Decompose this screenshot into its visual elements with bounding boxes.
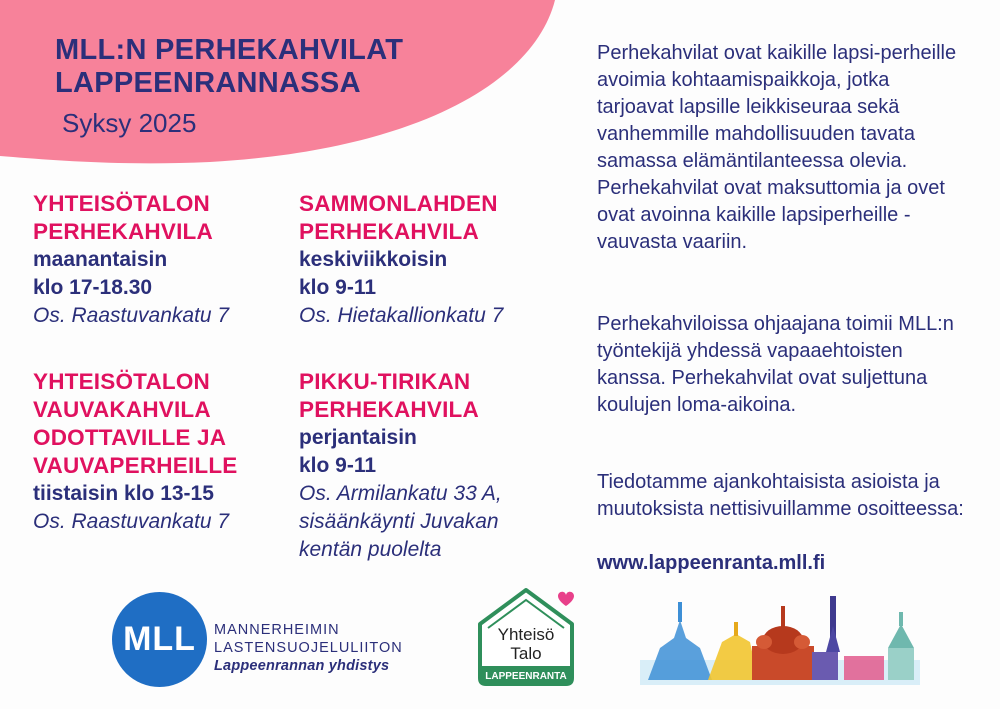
- website-link-wrap: [597, 550, 967, 577]
- yhteisotalo-logo: [474, 582, 578, 687]
- mll-organization-name: [214, 621, 403, 675]
- venue-name: YHTEISÖTALON: [33, 191, 210, 216]
- venue-address: Os. Raastuvankatu 7: [33, 510, 230, 533]
- venue-day: keskiviikkoisin: [299, 248, 448, 271]
- page-subtitle: Syksy 2025: [62, 108, 197, 138]
- venue-yhteisotalo-vauvakahvila: [33, 368, 303, 536]
- info-text: Perhekahvilat ovat kaikille lapsi-perheille avoimia kohtaamispaikkoja, jotka tarjoavat lapsille leikkiseuraa sekä vanhemmille mahdollisuuden tavata samassa elämäntilanteessa olevia. Perhekahvilat ovat maksuttomia ja ovet ovat avoinna kaikille lapsiperheille - vauvasta vaariin.: [597, 42, 957, 253]
- yhteiso-line-1: Yhteisö: [497, 625, 555, 644]
- info-paragraph-3: [597, 469, 967, 523]
- venue-time: klo 17-18.30: [33, 276, 153, 299]
- venue-address: Os. Armilankatu 33 A,: [299, 482, 502, 505]
- info-paragraph-2: [597, 311, 967, 419]
- heart-icon: [558, 592, 574, 606]
- venue-pikku-tirikan-perhekahvila: [299, 368, 569, 564]
- venue-time: klo 9-11: [299, 454, 377, 477]
- venue-day: perjantaisin: [299, 426, 417, 449]
- venue-day-time: tiistaisin klo 13-15: [33, 482, 214, 505]
- venue-name: PERHEKAHVILA: [299, 219, 479, 244]
- venue-address: kentän puolelta: [299, 538, 442, 561]
- page-title: [55, 34, 403, 100]
- venue-name: PERHEKAHVILA: [33, 219, 213, 244]
- venue-name: VAUVAKAHVILA: [33, 397, 211, 422]
- venue-name: SAMMONLAHDEN: [299, 191, 498, 216]
- venue-name: PIKKU-TIRIKAN: [299, 369, 471, 394]
- title-line-1: MLL:N PERHEKAHVILAT: [55, 34, 404, 66]
- venue-name: VAUVAPERHEILLE: [33, 453, 238, 478]
- venue-address: sisäänkäynti Juvakan: [299, 510, 499, 533]
- mll-name-line-1: MANNERHEIMIN: [214, 622, 340, 638]
- yhteiso-line-3: LAPPEENRANTA: [485, 671, 567, 682]
- venue-sammonlahden-perhekahvila: [299, 190, 569, 330]
- title-line-2: LAPPEENRANNASSA: [55, 67, 361, 99]
- venue-name: ODOTTAVILLE JA: [33, 425, 227, 450]
- mll-name-line-3: Lappeenrannan yhdistys: [214, 658, 390, 674]
- info-paragraph-1: [597, 40, 967, 256]
- mll-logo-abbr: MLL: [123, 620, 196, 658]
- info-text: Tiedotamme ajankohtaisista asioista ja muutoksista nettisivuillamme osoitteessa:: [597, 471, 964, 520]
- venue-address: Os. Raastuvankatu 7: [33, 304, 230, 327]
- website-link[interactable]: www.lappeenranta.mll.fi: [597, 552, 826, 574]
- venue-address: Os. Hietakallionkatu 7: [299, 304, 504, 327]
- venue-name: PERHEKAHVILA: [299, 397, 479, 422]
- venue-yhteisotalo-perhekahvila: [33, 190, 303, 330]
- venue-day: maanantaisin: [33, 248, 168, 271]
- city-skyline-illustration: [640, 590, 920, 685]
- venue-name: YHTEISÖTALON: [33, 369, 210, 394]
- venue-time: klo 9-11: [299, 276, 377, 299]
- yhteiso-line-2: Talo: [510, 644, 542, 663]
- mll-logo: [112, 592, 207, 687]
- info-text: Perhekahviloissa ohjaajana toimii MLL:n työntekijä yhdessä vapaaehtoisten kanssa. Perhekahvilat ovat suljettuna koulujen loma-aikoina.: [597, 313, 954, 416]
- mll-name-line-2: LASTENSUOJELULIITON: [214, 640, 403, 656]
